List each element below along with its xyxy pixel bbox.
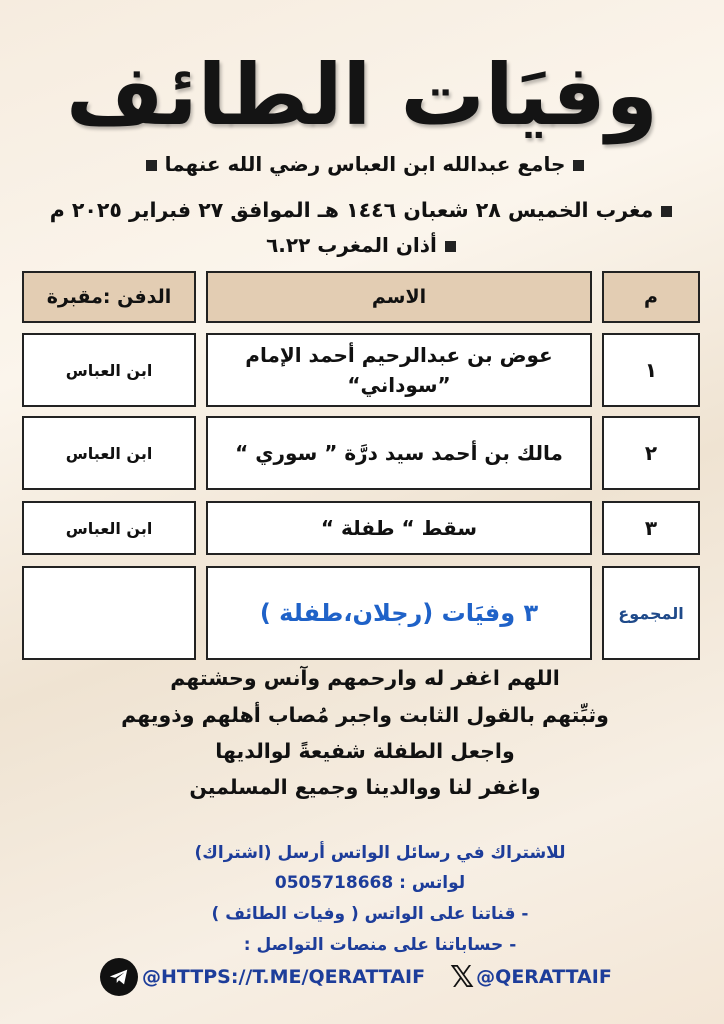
total-value: ٣ وفيَات (رجلان،طفلة )	[206, 566, 592, 660]
social-accounts-line: - حساباتنا على منصات التواصل :	[243, 935, 517, 955]
header-num: م	[602, 271, 700, 323]
x-link[interactable]	[450, 957, 612, 997]
whatsapp-channel[interactable]: - قناتنا على الواتس ( وفيات الطائف )	[211, 904, 529, 924]
row-3-num: ٣	[602, 501, 700, 555]
row-1-num: ١	[602, 333, 700, 407]
mosque-text: جامع عبدالله ابن العباس رضي الله عنهما	[164, 152, 566, 176]
total-burial	[22, 566, 196, 660]
prayer-line-2: وثبِّتهم بالقول الثابت واجبر مُصاب أهلهم وذويهم	[121, 703, 609, 727]
header-burial: الدفن :مقبرة	[22, 271, 196, 323]
telegram-handle[interactable]: @HTTPS://T.ME/QERATTAIF	[142, 966, 426, 988]
x-handle[interactable]: @QERATTAIF	[476, 966, 612, 988]
bullet-square-icon	[445, 241, 456, 252]
subscribe-line: للاشتراك في رسائل الواتس أرسل (اشتراك)	[194, 843, 566, 863]
prayer-line-1: اللهم اغفر له وارحمهم وآنس وحشتهم	[170, 666, 560, 690]
prayer-line-3: واجعل الطفلة شفيعةً لوالديها	[215, 739, 515, 763]
row-2-burial: ابن العباس	[22, 416, 196, 490]
x-logo-icon: 𝕏	[450, 959, 475, 995]
row-1-name-line2: ”سوداني“	[347, 373, 451, 397]
row-2-name: مالك بن أحمد سيد درَّة ” سوري “	[206, 416, 592, 490]
whatsapp-number[interactable]: لواتس : 0505718668	[274, 873, 466, 893]
maghrib-line	[20, 233, 710, 257]
telegram-link[interactable]	[100, 957, 425, 997]
maghrib-text: أذان المغرب ٦.٢٢	[266, 233, 437, 257]
bullet-square-icon	[146, 160, 157, 171]
row-3-burial: ابن العباس	[22, 501, 196, 555]
total-label: المجموع	[602, 566, 700, 660]
page-title: وفيَات الطائف	[66, 46, 658, 144]
mosque-line	[20, 152, 710, 176]
header-name: الاسم	[206, 271, 592, 323]
date-line	[20, 198, 710, 222]
bullet-square-icon	[661, 206, 672, 217]
row-2-num: ٢	[602, 416, 700, 490]
row-1-name	[206, 333, 592, 407]
telegram-icon	[100, 958, 138, 996]
row-1-name-line1: عوض بن عبدالرحيم أحمد الإمام	[245, 343, 553, 367]
prayer-line-4: واغفر لنا ووالدينا وجميع المسلمين	[189, 775, 541, 799]
row-1-burial: ابن العباس	[22, 333, 196, 407]
date-text: مغرب الخميس ٢٨ شعبان ١٤٤٦ هـ الموافق ٢٧ فبراير ٢٠٢٥ م	[49, 198, 654, 222]
row-3-name: سقط “ طفلة “	[206, 501, 592, 555]
bullet-square-icon	[573, 160, 584, 171]
